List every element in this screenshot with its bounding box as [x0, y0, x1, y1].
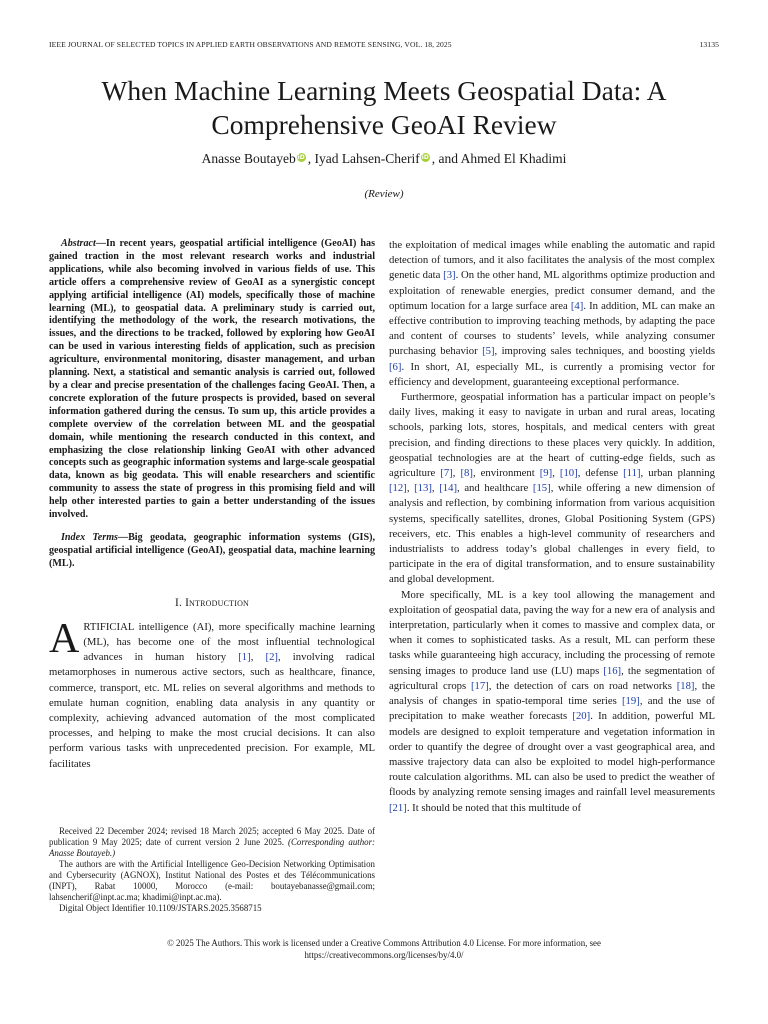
intro-paragraph: ARTIFICIAL intelligence (AI), more specifically machine learning (ML), has become one of the most influential technological advances in human history [1], [2], involving radical metamorphoses in numerous active sectors, such as healthcare, finance, commerce, transport, etc. ML relies on several algorithms and methods to emulate human cognition, enabling data analysis in any quantity or complexity, achieving advanced automation of the most complicated processes, and helping to make the most crucial decisions. It can also perform various tasks with unprecedented precision. For example, ML facilitates — [49, 615, 376, 770]
author-3: , and Ahmed El Khadimi — [431, 151, 567, 166]
section-title: Introduction — [185, 596, 250, 609]
corresponding-author: (Corresponding author: Anasse Boutayeb.) — [49, 837, 376, 858]
footnotes — [49, 826, 375, 914]
copyright-notice — [0, 938, 768, 961]
article-type: (Review) — [364, 188, 404, 200]
abstract — [49, 238, 375, 522]
citation-link[interactable]: [10] — [559, 467, 578, 480]
received-dates — [49, 826, 375, 859]
body-text: , the detection of cars on road networks — [488, 679, 677, 692]
license-url[interactable]: https://creativecommons.org/licenses/by/4.0/ — [304, 949, 464, 960]
left-column — [49, 238, 375, 772]
body-text: , improving sales techniques, and boosting yields — [494, 345, 715, 358]
received-text: Received 22 December 2024; revised 18 March 2025; accepted 6 May 2025. Date of publication 9 May 2025; date of current version 2 June 2025. — [49, 826, 375, 847]
citation-link[interactable]: [8] — [460, 467, 473, 480]
author-2: , Iyad Lahsen-Cherif — [307, 151, 420, 166]
abstract-label: Abstract — [61, 238, 96, 249]
body-text: , the segmentation of agricultural crops — [389, 664, 715, 692]
citation-link[interactable]: [18] — [676, 679, 695, 692]
orcid-icon[interactable]: iD — [297, 154, 305, 161]
citation-link[interactable]: [7] — [440, 467, 453, 480]
body-text: , the analysis of changes in spatio-temporal time series — [389, 679, 715, 708]
body-text: , involving radical metamorphoses in numerous active sectors, such as healthcare, finance, commerce, transport, etc. ML relies on several algorithms and methods to emulate human cognition, enabling data analysis in any quantity or complexity, achieving advanced automation of the most complicated processes, and helping to make the most crucial decisions. It can also perform various tasks with unprecedented precision. For example, ML facilitates — [49, 651, 376, 770]
body-text: the exploitation of medical images while enabling the automatic and rapid detection of tumors, and it also facilitates the analysis of the most complex genetic data — [389, 239, 715, 282]
body-text: , defense — [577, 467, 624, 480]
dropcap: A — [49, 615, 80, 662]
citation-link[interactable]: [16] — [603, 664, 622, 677]
citation-link[interactable]: [2] — [265, 651, 278, 664]
body-text: , and healthcare — [457, 482, 533, 495]
index-terms — [49, 532, 375, 571]
body-text: RTIFICIAL intelligence (AI), more specifically machine learning (ML), has become one of the most influential technological advances in human history — [83, 620, 375, 664]
copyright-line-1: © 2025 The Authors. This work is licensed under a Creative Commons Attribution 4.0 License. For more information, see — [167, 938, 601, 948]
right-column — [389, 238, 715, 816]
citation-link[interactable]: [11] — [623, 467, 641, 480]
citation-link[interactable]: [4] — [570, 299, 584, 312]
body-text: . In addition, powerful ML models are designed to exploit temperature and vegetation information in order to quantify the degree of drought over a vast geographical area, and massive trajectory data can also be exploited to model high-performance route calculation algorithms. ML can also be used to predict the weather of floods by analyzing remote sensing images and rainfall level measurements — [389, 710, 715, 799]
citation-link[interactable]: [20] — [572, 710, 591, 723]
body-paragraph-3 — [389, 588, 715, 816]
citation-link[interactable]: [6] — [389, 360, 402, 373]
citation-link[interactable]: [19] — [622, 695, 640, 708]
paper-title — [30, 74, 738, 142]
citation-link[interactable]: [14] — [439, 482, 458, 495]
body-text: Furthermore, geospatial information has a particular impact on people’s daily lives, making it easy to navigate in urban and rural areas, locating schools, parking lots, stores, hospitals, and medical centers with great precision, and finding directions to these places very quickly. In addition, geospatial technologies are at the heart of cutting-edge fields, such as agriculture — [389, 391, 715, 480]
author-1: Anasse Boutayeb — [201, 151, 296, 166]
body-paragraph-2: Furthermore, geospatial information has a particular impact on people’s daily lives, making it easy to navigate in urban and rural areas, locating schools, parking lots, stores, hospitals, and medical centers with great precision, and finding directions to these places very quickly. In addition, geospatial technologies are at the heart of cutting-edge fields, such as agriculture [7], [8], environment [9], [10], defense [11], urban planning [12], [13], [14], and healthcare [15], while offering a new dimension of analysis and reflection, by combining information from various acquisition systems, specifically satellites, drones, Global Positioning System (GPS) receivers, etc. This enables a high-level community of researchers and industrialists to address today’s global challenges in every field, to participate in the era of digital transformation, and to ensure sustainability and global development. — [389, 391, 716, 586]
orcid-icon[interactable]: iD — [421, 154, 429, 161]
body-text: , and the use of precipitation to make weather forecasts — [389, 695, 715, 723]
abstract-text: —In recent years, geospatial artificial intelligence (GeoAI) has gained traction in the most relevant research works and industrial applications, while also becoming involved in various fields of use. This article offers a comprehensive review of GeoAI as a synergistic concept applying artificial intelligence (AI) models, specifically those of machine learning (ML), to geospatial data. A preliminary study is carried out, identifying the methodology of the work, the research motivations, the issues, and the directions to be tracked, followed by exploring how GeoAI can be used in various interesting fields of application, such as precision agriculture, environmental monitoring, disaster management, and urban planning. Next, a statistical and semantic analysis is carried out, followed by a clear and precise presentation of the challenges facing GeoAI. Then, a concrete exploration of the future prospects is provided, based on several information gathered during the census. To sum up, this article provides a complete overview of the correlation between ML and the geospatial domain, while mentioning the research conducted in this context, and emphasizing the close relationship linking GeoAI with other advanced concepts such as geographic information systems and large-scale geospatial data, known as big geodata. This will enable researchers and scientific community to assess the state of progress in this promising field and will help other interested parties to gain a better understanding of the issues involved. — [49, 238, 375, 521]
journal-name: IEEE JOURNAL OF SELECTED TOPICS IN APPLIED EARTH OBSERVATIONS AND REMOTE SENSING, VOL. 18, 2025 — [49, 40, 452, 49]
citation-link[interactable]: [5] — [482, 345, 495, 358]
body-text: . In addition, ML can make an effective contribution to improving teaching methods, by adapting the pace and content of courses to students’ levels, while analyzing consumer purchasing behavior — [389, 299, 715, 358]
body-text: , while offering a new dimension of analysis and reflection, by combining information from various acquisition systems, specifically satellites, drones, Global Positioning System (GPS) receivers, etc. This enables a high-level community of researchers and industrialists to address today’s global challenges in every field, to participate in the era of digital transformation, and to ensure sustainability and global development. — [389, 482, 716, 586]
body-paragraph-1 — [389, 238, 715, 390]
citation-link[interactable]: [17] — [470, 679, 489, 692]
body-text: . It should be noted that this multitude of — [406, 801, 582, 814]
affiliation: The authors are with the Artificial Intelligence Geo-Decision Networking Optimisation and Cybersecurity (AGNOX), Institut National des Postes et des Télécommunications (INPT), Rabat 10000, Morocco (e-mail: boutayebanasse@gmail.com; lahsencherif@inpt.ac.ma; khadimi@inpt.ac.ma). — [49, 859, 375, 902]
body-text: More specifically, ML is a key tool allowing the management and exploitation of geospatial data, paving the way for a new era of analysis and interpretation, particularly when it comes to massive and complex data, or when it comes to sophisticated tasks. As a result, ML can perform these tasks while guaranteeing high accuracy, including the processing of remote sensing images to produce land use (LU) maps — [389, 588, 715, 677]
section-heading — [49, 596, 375, 611]
citation-link[interactable]: [21] — [389, 801, 407, 814]
citation-link[interactable]: [12] — [389, 482, 407, 495]
doi: Digital Object Identifier 10.1109/JSTARS.2025.3568715 — [59, 903, 262, 913]
index-terms-text: —Big geodata, geographic information systems (GIS), geospatial artificial intelligence (GeoAI), geospatial data, machine learning (ML). — [49, 531, 375, 569]
author-list — [0, 151, 768, 167]
citation-link[interactable]: [1] — [238, 651, 251, 664]
citation-link[interactable]: [13] — [414, 482, 432, 495]
title-line-1: When Machine Learning Meets Geospatial Data: A — [101, 75, 667, 106]
section-number: I. — [174, 596, 182, 609]
body-text: . In short, AI, especially ML, is currently a promising vector for efficiency and development, guaranteeing exceptional performance. — [389, 360, 715, 388]
page-number: 13135 — [699, 40, 719, 49]
body-text: , environment — [472, 467, 540, 480]
citation-link[interactable]: [3] — [443, 269, 456, 282]
title-line-2: Comprehensive GeoAI Review — [211, 109, 557, 140]
citation-link[interactable]: [15] — [532, 482, 551, 495]
citation-link[interactable]: [9] — [539, 467, 553, 480]
body-text: . On the other hand, ML algorithms optimize production and exploitation of renewable energies, predict consumer demand, and the optimum location for a large surface area — [389, 269, 715, 312]
index-terms-label: Index Terms — [61, 531, 118, 543]
running-header — [49, 40, 719, 49]
body-text: , urban planning — [640, 467, 715, 480]
